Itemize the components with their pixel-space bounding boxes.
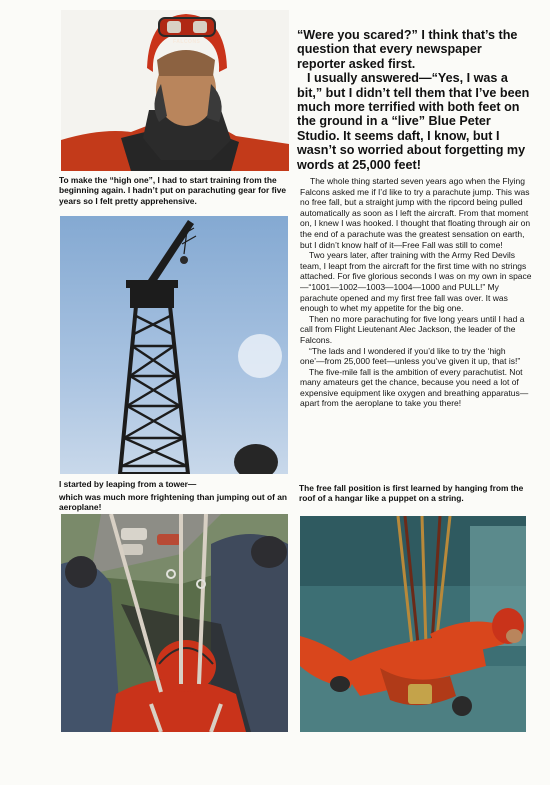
hangar-photo: [300, 516, 526, 732]
headline-answer: I usually answered—“Yes, I was a bit,” but I didn’t tell them that I’ve been much more terrified with both feet on the ground in a “live” Blue Peter Studio. It seems daft, I know, but I wasn’t so worried about forgetting my words at 25,000 feet!: [297, 71, 530, 172]
headline: [297, 28, 533, 172]
article-body: [300, 176, 532, 409]
body-paragraph: The five-mile fall is the ambition of every parachutist. Not many amateurs get the chance, because you need a lot of expensive equipment like oxygen and breathing apparatus—apart from the aeroplane to take you there!: [300, 366, 529, 409]
headline-question: “Were you scared?” I think that’s the question that every newspaper reporter asked first.: [297, 28, 518, 71]
harness-photo: [61, 514, 288, 732]
body-paragraph: “The lads and I wondered if you’d like to try the ‘high one’—from 25,000 feet—unless you’ve given it up, that is!”: [300, 345, 521, 367]
helmet-portrait-photo: [61, 10, 289, 171]
helmet-lettering: FALCONS: [173, 39, 201, 45]
caption-tower: I started by leaping from a tower—: [59, 479, 197, 489]
body-paragraph: Two years later, after training with the Army Red Devils team, I leapt from the aircraft for the first time with no strings attached. For five glorious seconds I was on my own in space—“1001—1002—1003—1004—1000 and PULL!” My parachute opened and my first free fall was over. It was enough to whet my appetite for the big one.: [300, 250, 532, 314]
caption-helmet: To make the “high one”, I had to start training from the beginning again. I hadn’t put on parachuting gear for five years so I felt pretty apprehensive.: [59, 175, 287, 206]
tower-photo: [60, 216, 288, 474]
body-paragraph: The whole thing started seven years ago when the Flying Falcons asked me if I’d like to try a parachute jump. This was no free fall, but a straight jump with the ripcord being pulled automatically as soon as I left the aircraft. From that moment on, I knew I was hooked. I thought that floating through air on the end of a parachute was the greatest sensation on earth, but I didn’t know half of it—Free Fall was still to come!: [300, 176, 531, 250]
caption-hangar: The free fall position is first learned by hanging from the roof of a hangar like a puppet on a string.: [299, 483, 524, 504]
caption-harness: which was much more frightening than jumping out of an aeroplane!: [59, 492, 287, 513]
body-paragraph: Then no more parachuting for five long years until I had a call from Flight Lieutenant Alec Jackson, the leader of the Falcons.: [300, 313, 525, 345]
